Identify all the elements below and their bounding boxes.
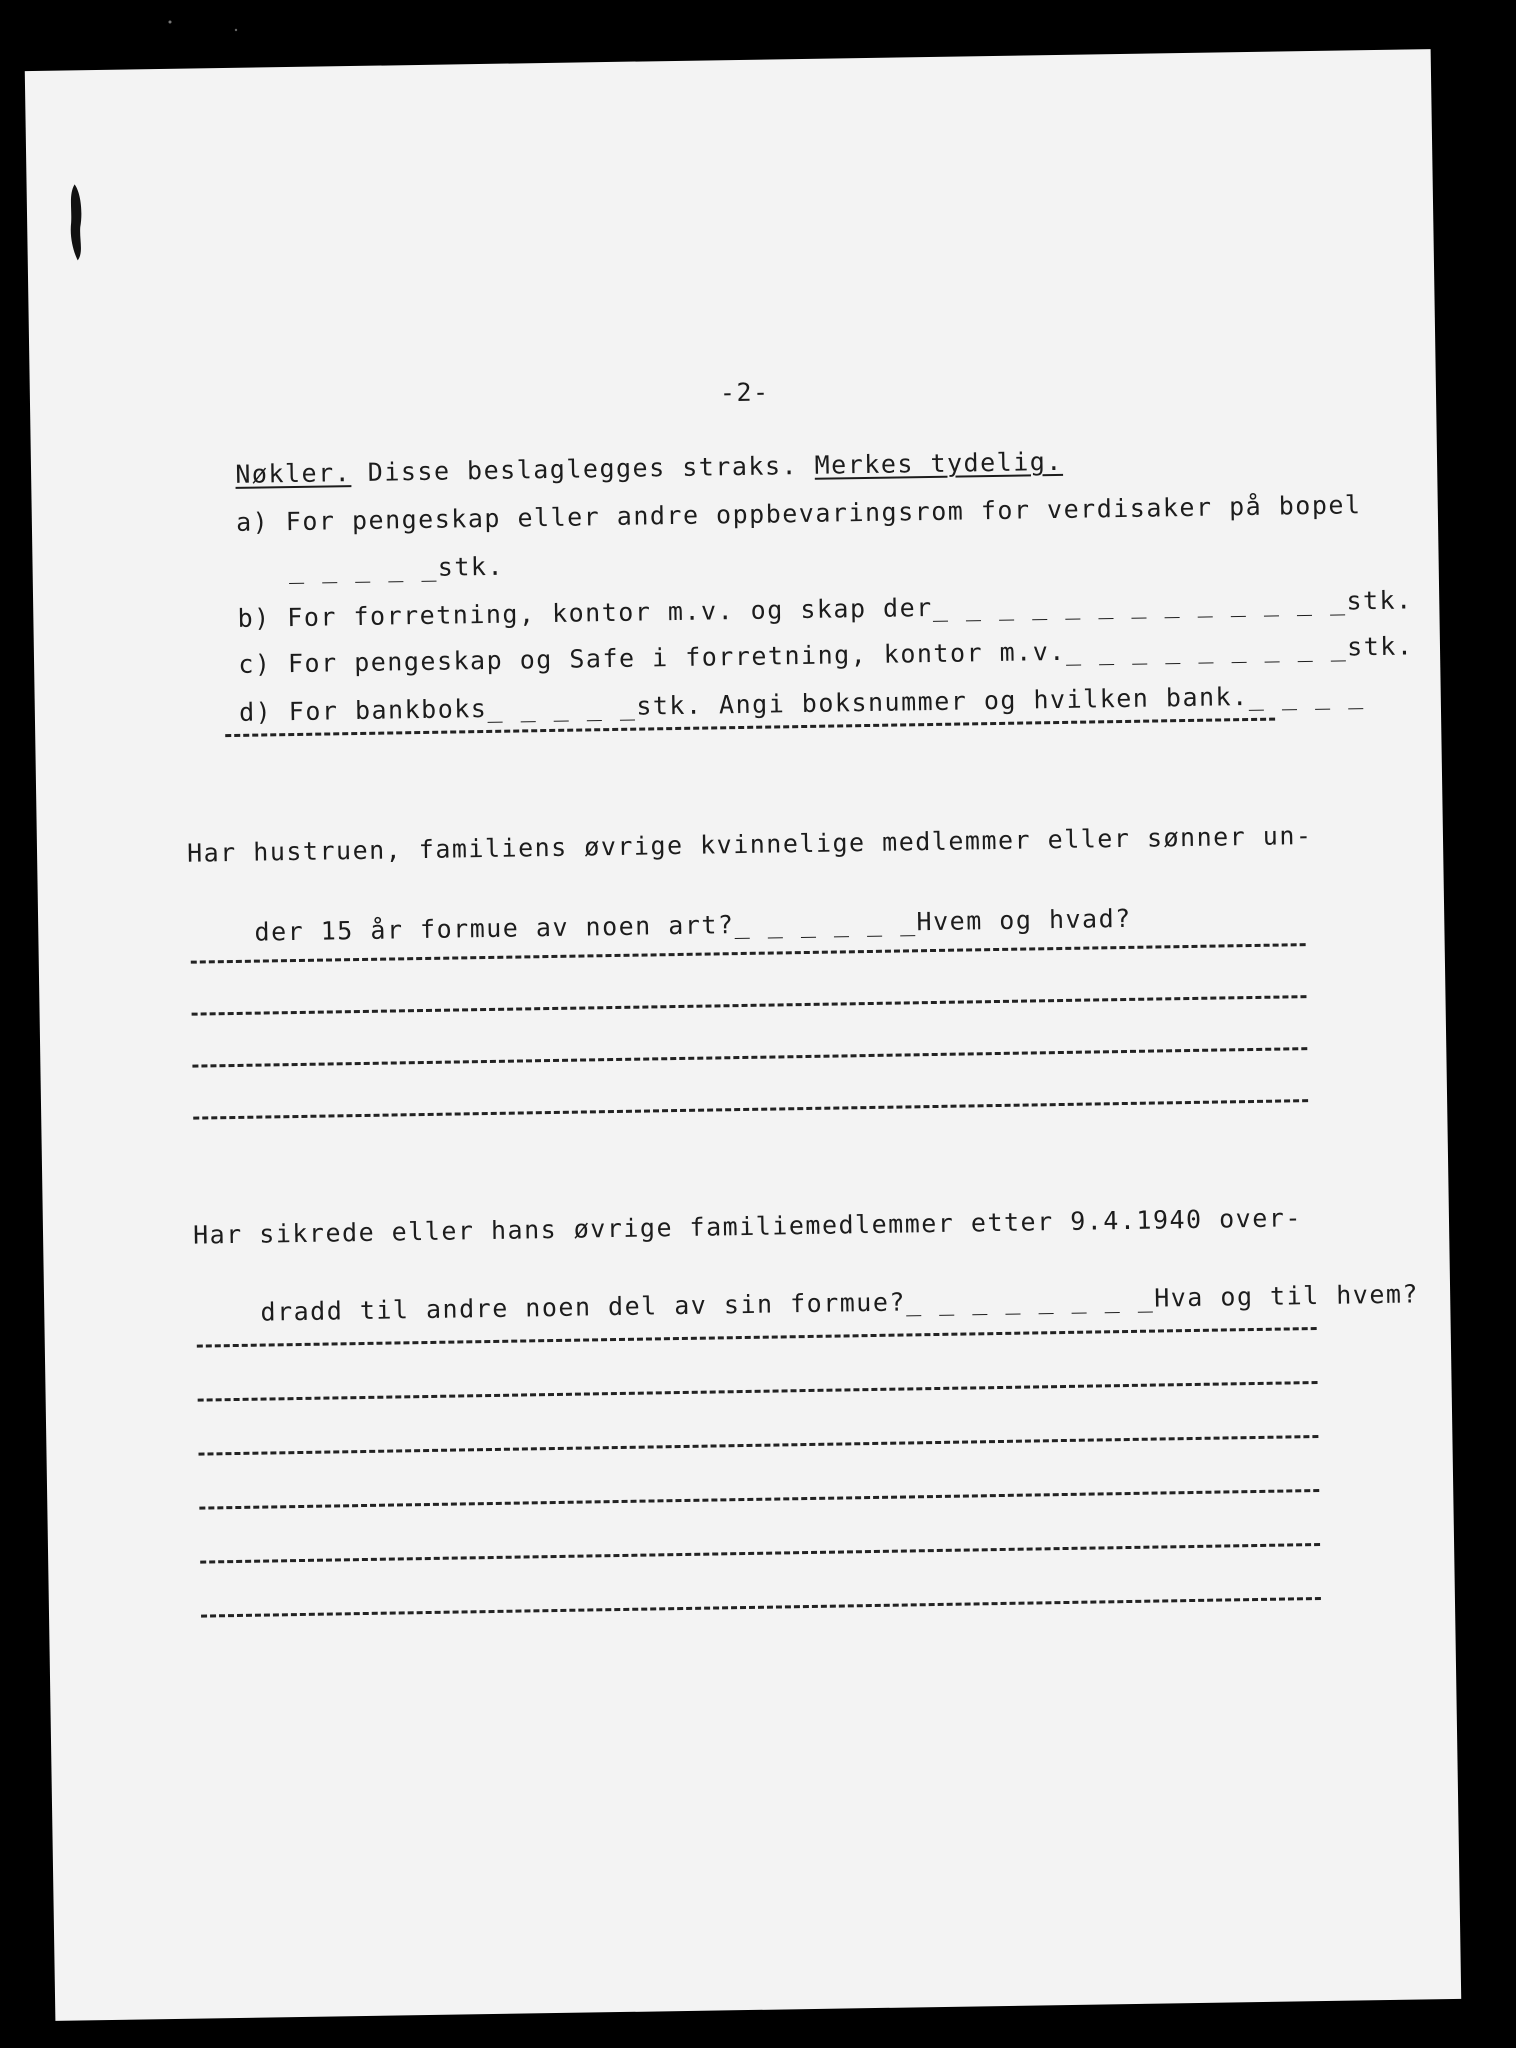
item-a-label: a) (235, 507, 270, 537)
ink-blot (63, 182, 94, 262)
item-d-text-before: For bankboks (288, 693, 488, 727)
answer-line-2f (201, 1597, 1321, 1618)
question-2-prompt: Hva og til hvem? (1153, 1279, 1420, 1313)
item-d-blank: _ _ _ _ _ (487, 691, 637, 723)
question-2-text: dradd til andre noen del av sin formue? (260, 1287, 907, 1327)
item-d-label: d) (238, 697, 273, 727)
item-d-blank-end: _ _ _ _ (1248, 680, 1365, 712)
item-a-unit: stk. (437, 551, 505, 582)
question-1-line-2 (188, 874, 1133, 979)
item-b-blank: _ _ _ _ _ _ _ _ _ _ _ _ _ (932, 586, 1347, 622)
answer-line-1b (192, 995, 1307, 1016)
item-c-unit: stk. (1346, 631, 1414, 662)
item-d (172, 650, 1365, 759)
answer-line-2e (200, 1543, 1320, 1564)
item-b-text: For forretning, kontor m.v. og skap der (287, 592, 933, 633)
keys-intro: Disse beslaglegges straks. (367, 451, 799, 487)
question-1-prompt: Hvem og hvad? (916, 903, 1132, 937)
item-a-blank: _ _ _ _ _ (288, 552, 439, 585)
answer-line-1d (193, 1099, 1308, 1120)
item-c-blank: _ _ _ _ _ _ _ _ _ (1065, 632, 1348, 666)
question-1-line-1: Har hustruen, familiens øvrige kvinnelige medlemmer eller sønner un- (186, 821, 1313, 868)
item-c-text: For pengeskap og Safe i forretning, kontor m.v. (287, 636, 1067, 679)
question-2-line-1: Har sikrede eller hans øvrige familiemedlemmer etter 9.4.1940 over- (192, 1203, 1303, 1250)
item-b-unit: stk. (1346, 585, 1413, 616)
question-1-blank: _ _ _ _ _ _ (734, 907, 917, 940)
item-a-text: For pengeskap eller andre oppbevaringsrom for verdisaker på bopel (285, 490, 1362, 537)
item-d-text-after: stk. Angi boksnummer og hvilken bank. (636, 682, 1249, 721)
answer-line-1c (192, 1047, 1307, 1068)
answer-line-2b (198, 1381, 1318, 1402)
question-1-text: der 15 år formue av noen art? (254, 910, 735, 947)
item-c-label: c) (238, 649, 272, 679)
page-number: -2- (719, 377, 770, 408)
answer-line-2d (199, 1489, 1319, 1510)
answer-line-2c (198, 1435, 1318, 1456)
item-b-label: b) (237, 603, 271, 633)
question-2-blank: _ _ _ _ _ _ _ _ (905, 1283, 1155, 1317)
keys-emphasis: Merkes tydelig. (814, 446, 1064, 480)
keys-heading: Nøkler. (235, 458, 352, 489)
document-page (25, 49, 1461, 2021)
